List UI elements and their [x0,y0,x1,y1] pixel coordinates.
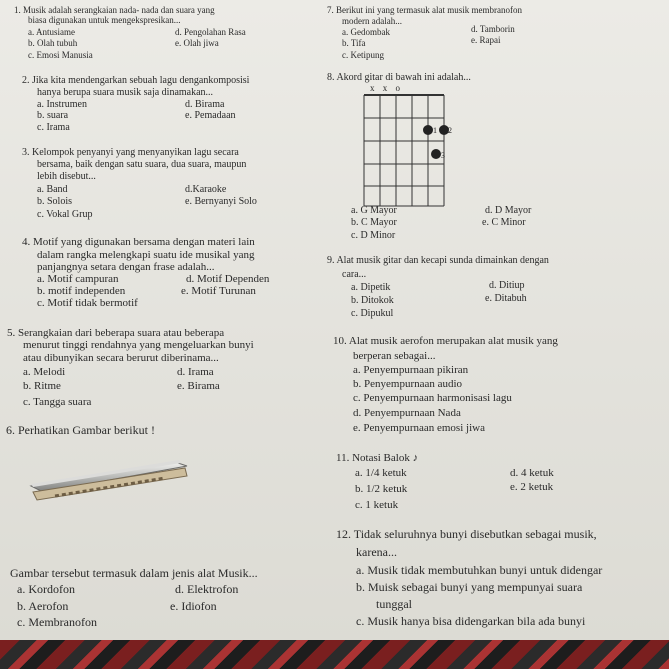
q12-text: 12. Tidak seluruhnya bunyi disebutkan sebagai musik, [336,527,597,541]
q4-text: 4. Motif yang digunakan bersama dengan materi lain [22,236,255,248]
chord-open-mute-marks: x x o [370,83,403,93]
q1-option-c[interactable]: c. Emosi Manusia [28,50,93,60]
q7-option-a[interactable]: a. Gedombak [342,27,390,37]
q9-option-b[interactable]: b. Ditokok [351,295,394,306]
q5-option-a[interactable]: a. Melodi [23,366,66,378]
q3-option-e[interactable]: e. Bernyanyi Solo [185,196,257,207]
q2-text: 2. Jika kita mendengarkan sebuah lagu dengankomposisi [22,75,250,86]
q2-option-e[interactable]: e. Pemadaan [185,110,236,121]
q10-text: 10. Alat musik aerofon merupakan alat musik yang [333,335,558,347]
q2-option-d[interactable]: d. Birama [185,99,225,110]
q7-option-c[interactable]: c. Ketipung [342,50,384,60]
q4-text-3: panjangnya setara dengan frase adalah... [37,261,215,273]
q3-option-b[interactable]: b. Solois [37,196,73,207]
q5-option-e[interactable]: e. Birama [177,380,220,392]
q1-text: 1. Musik adalah serangkaian nada- nada dan suara yang [14,5,215,15]
q5-option-b[interactable]: b. Ritme [23,380,61,392]
q4-option-d[interactable]: d. Motif Dependen [186,273,270,285]
q11-option-e[interactable]: e. 2 ketuk [510,481,554,493]
cloth-background [0,640,669,669]
finger-dot-1 [423,125,433,135]
q1-text-2: biasa digunakan untuk mengekspresikan... [28,15,181,25]
q2-option-a[interactable]: a. Instrumen [37,99,87,110]
q1-option-a[interactable]: a. Antusiame [28,27,75,37]
q8-option-e[interactable]: e. C Minor [482,217,526,228]
q8-text: 8. Akord gitar di bawah ini adalah... [327,72,471,83]
q2-text-2: hanya berupa suara musik saja dinamakan... [37,87,214,98]
q8-option-d[interactable]: d. D Mayor [485,205,532,216]
q11-text: 11. Notasi Balok ♪ [336,452,419,464]
q9-option-a[interactable]: a. Dipetik [351,282,391,293]
q4-text-2: dalam rangka melengkapi suatu ide musikal yang [37,249,255,261]
q3-option-a[interactable]: a. Band [37,184,68,195]
q12-option-b-cont: tunggal [376,597,412,611]
q1-option-d[interactable]: d. Pengolahan Rasa [175,27,246,37]
q1-option-e[interactable]: e. Olah jiwa [175,38,219,48]
q8-option-b[interactable]: b. C Mayor [351,217,397,228]
q6-text-2: Gambar tersebut termasuk dalam jenis alat Musik... [10,566,258,580]
q10-option-b[interactable]: b. Penyempurnaan audio [353,378,463,390]
q10-option-c[interactable]: c. Penyempurnaan harmonisasi lagu [353,392,512,404]
q10-option-a[interactable]: a. Penyempurnaan pikiran [353,364,469,376]
q7-option-d[interactable]: d. Tamborin [471,24,515,34]
q8-option-a[interactable]: a. G Mayor [351,205,397,216]
q3-option-d[interactable]: d.Karaoke [185,184,227,195]
q5-option-d[interactable]: d. Irama [177,366,214,378]
finger-label-3: 3 [441,151,445,160]
q12-option-a[interactable]: a. Musik tidak membutuhkan bunyi untuk didengar [356,563,603,577]
q9-option-c[interactable]: c. Dipukul [351,308,394,319]
q8-option-c[interactable]: c. D Minor [351,230,396,241]
q6-option-a[interactable]: a. Kordofon [17,582,75,596]
q11-option-c[interactable]: c. 1 ketuk [355,499,399,511]
q11-option-d[interactable]: d. 4 ketuk [510,467,554,479]
q4-option-b[interactable]: b. motif independen [37,285,126,297]
q6-option-c[interactable]: c. Membranofon [17,615,97,629]
q7-text-2: modern adalah... [342,16,402,26]
q5-text-2: menurut tinggi rendahnya yang mengeluarkan bunyi [23,339,254,351]
q4-option-a[interactable]: a. Motif campuran [37,273,119,285]
q7-option-b[interactable]: b. Tifa [342,38,366,48]
q6-text: 6. Perhatikan Gambar berikut ! [6,423,155,437]
q2-option-c[interactable]: c. Irama [37,122,70,133]
finger-label-2: 2 [448,126,452,135]
q6-option-b[interactable]: b. Aerofon [17,599,69,613]
q10-option-d[interactable]: d. Penyempurnaan Nada [353,407,461,419]
q11-option-b[interactable]: b. 1/2 ketuk [355,483,408,495]
q10-option-e[interactable]: e. Penyempurnaan emosi jiwa [353,422,485,434]
q3-option-c[interactable]: c. Vokal Grup [37,209,93,220]
q6-option-e[interactable]: e. Idiofon [170,599,217,613]
q2-option-b[interactable]: b. suara [37,110,69,121]
q3-text: 3. Kelompok penyanyi yang menyanyikan lagu secara [22,147,239,158]
finger-label-1: 1 [433,126,437,135]
q7-option-e[interactable]: e. Rapai [471,35,501,45]
q3-text-2: bersama, baik dengan satu suara, dua suara, maupun [37,159,247,170]
q9-option-d[interactable]: d. Ditiup [489,280,525,291]
q4-option-c[interactable]: c. Motif tidak bermotif [37,297,138,309]
q12-text-2: karena... [356,545,397,559]
q5-text-3: atau dibunyikan secara berurut diberinama... [23,352,219,364]
q12-option-b[interactable]: b. Muisk sebagai bunyi yang mempunyai suara [356,580,583,594]
q10-text-2: berperan sebagai... [353,350,436,362]
q9-option-e[interactable]: e. Ditabuh [485,293,527,304]
q9-text: 9. Alat musik gitar dan kecapi sunda dimainkan dengan [327,255,549,266]
q11-option-a[interactable]: a. 1/4 ketuk [355,467,407,479]
q6-option-d[interactable]: d. Elektrofon [175,582,239,596]
q4-option-e[interactable]: e. Motif Turunan [181,285,256,297]
q9-text-2: cara... [342,269,367,280]
q5-text: 5. Serangkaian dari beberapa suara atau beberapa [7,327,225,339]
guitar-chord-diagram [362,83,452,208]
q7-text: 7. Berikut ini yang termasuk alat musik membranofon [327,5,522,15]
q3-text-3: lebih disebut... [37,171,96,182]
q1-option-b[interactable]: b. Olah tubuh [28,38,78,48]
harmonica-image [25,456,190,506]
q5-option-c[interactable]: c. Tangga suara [23,396,92,408]
finger-dot-3 [431,149,441,159]
q12-option-c[interactable]: c. Musik hanya bisa didengarkan bila ada bunyi [356,614,586,628]
